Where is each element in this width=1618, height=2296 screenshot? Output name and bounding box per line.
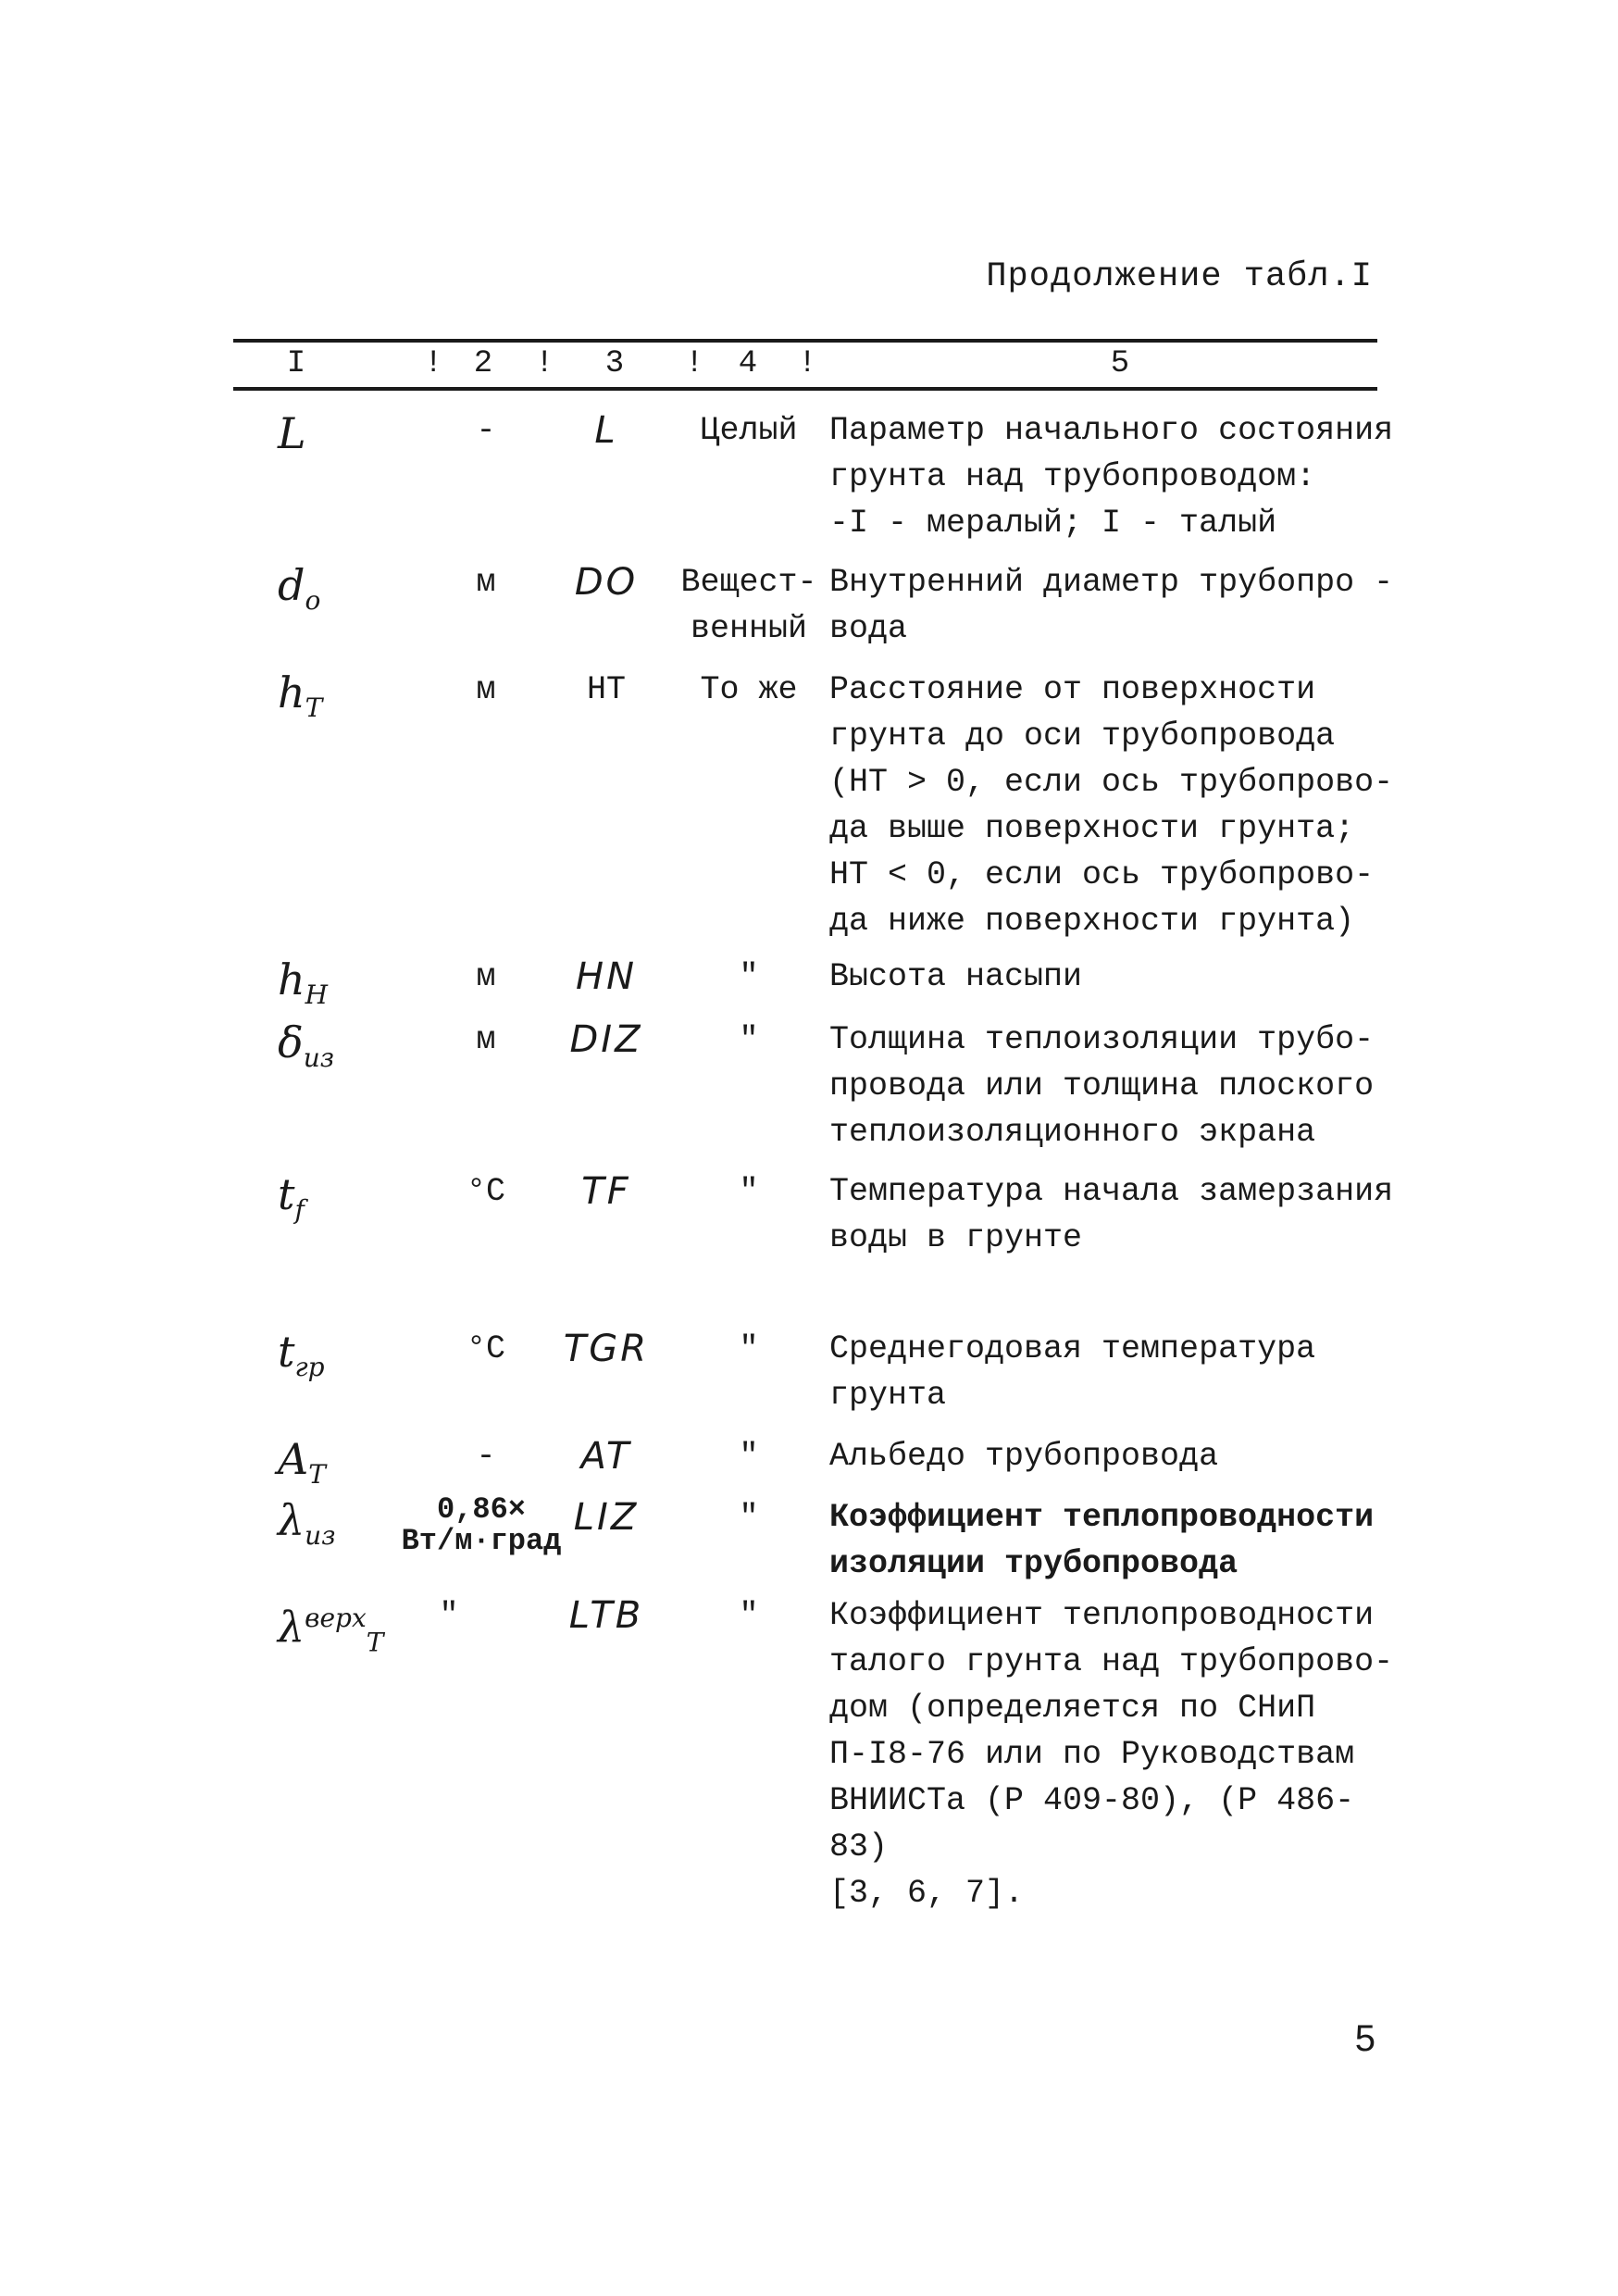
unit-cell: 0,86× Вт/м·град	[401, 1492, 562, 1558]
header-separator: !	[535, 346, 554, 381]
type-cell: "	[739, 1173, 759, 1210]
symbol-cell: $\lambda^{верх}_T$	[278, 1602, 384, 1658]
symbol-cell: L	[278, 408, 306, 458]
unit-cell: м	[476, 671, 496, 708]
type-cell: "	[739, 1499, 759, 1536]
identifier-cell: DIZ	[569, 1018, 643, 1061]
unit-cell: -	[476, 1438, 496, 1475]
description-cell: Среднегодовая температура грунта	[829, 1330, 1316, 1414]
header-separator: !	[685, 346, 704, 381]
identifier-cell: DO	[574, 561, 639, 604]
header-separator: !	[424, 346, 443, 381]
identifier-cell: HN	[576, 955, 637, 998]
description-cell: Параметр начального состояния грунта над трубопроводом: -I - мералый; I - талый	[829, 412, 1394, 542]
identifier-cell: TGR	[563, 1328, 650, 1370]
unit-cell: м	[476, 958, 496, 995]
type-cell: "	[739, 958, 759, 995]
symbol-cell: $\delta_{из}$	[278, 1017, 335, 1073]
symbol-cell: $\lambda_{из}$	[278, 1495, 336, 1551]
symbol-cell: $t_f$	[278, 1169, 305, 1225]
description-cell: Высота насыпи	[829, 958, 1083, 995]
type-cell: То же	[700, 671, 798, 708]
header-separator: !	[798, 346, 817, 381]
table-header-rule	[233, 387, 1377, 391]
identifier-cell: LTB	[568, 1594, 644, 1637]
type-cell: "	[739, 1021, 759, 1058]
symbol-cell: $A_T$	[278, 1434, 326, 1490]
symbol-cell: $d_o$	[278, 560, 321, 616]
unit-cell: °C	[466, 1173, 505, 1210]
symbol-cell: $h_H$	[278, 955, 329, 1010]
type-cell: Целый	[700, 412, 798, 449]
description-cell: Коэффициент теплопроводности изоляции трубопровода	[829, 1499, 1375, 1582]
identifier-cell: HT	[586, 671, 626, 708]
description-cell: Толщина теплоизоляции трубо- провода или толщина плоского теплоизоляционного экрана	[829, 1021, 1375, 1151]
page-number: 5	[1354, 2018, 1375, 2059]
identifier-cell: TF	[581, 1170, 631, 1213]
unit-cell: °C	[466, 1330, 505, 1367]
identifier-cell: L	[594, 409, 618, 452]
unit-cell: -	[476, 412, 496, 449]
header-col-2: 2	[473, 346, 493, 381]
identifier-cell: AT	[580, 1435, 632, 1478]
description-cell: Альбедо трубопровода	[829, 1438, 1219, 1475]
header-col-5: 5	[1110, 346, 1130, 381]
header-col-4: 4	[738, 346, 758, 381]
symbol-cell: $t_{гр}$	[278, 1327, 325, 1382]
type-cell: "	[739, 1438, 759, 1475]
unit-cell: м	[476, 1021, 496, 1058]
table-continuation-caption: Продолжение табл.I	[986, 257, 1373, 296]
header-col-3: 3	[604, 346, 625, 381]
description-cell: Коэффициент теплопроводности талого грунта над трубопрово- дом (определяется по СНиП П-I8-76 или по Руководствам ВНИИСТа (Р 409-80), (Р 486-83) [3, 6, 7].	[829, 1597, 1394, 1912]
description-cell: Расстояние от поверхности грунта до оси трубопровода (НТ > 0, если ось трубопрово- да выше поверхности грунта; НТ < 0, если ось трубопрово- да ниже поверхности грунта)	[829, 671, 1394, 940]
unit-cell: м	[476, 564, 496, 601]
description-cell: Температура начала замерзания воды в грунте	[829, 1173, 1394, 1256]
identifier-cell: LIZ	[573, 1496, 640, 1539]
unit-cell: "	[439, 1597, 459, 1634]
type-cell: "	[739, 1330, 759, 1367]
header-col-1: I	[286, 346, 306, 381]
type-cell: "	[739, 1597, 759, 1634]
symbol-cell: $h_T$	[278, 668, 323, 723]
type-cell: Вещест- венный	[680, 564, 817, 647]
description-cell: Внутренний диаметр трубопро - вода	[829, 564, 1394, 647]
